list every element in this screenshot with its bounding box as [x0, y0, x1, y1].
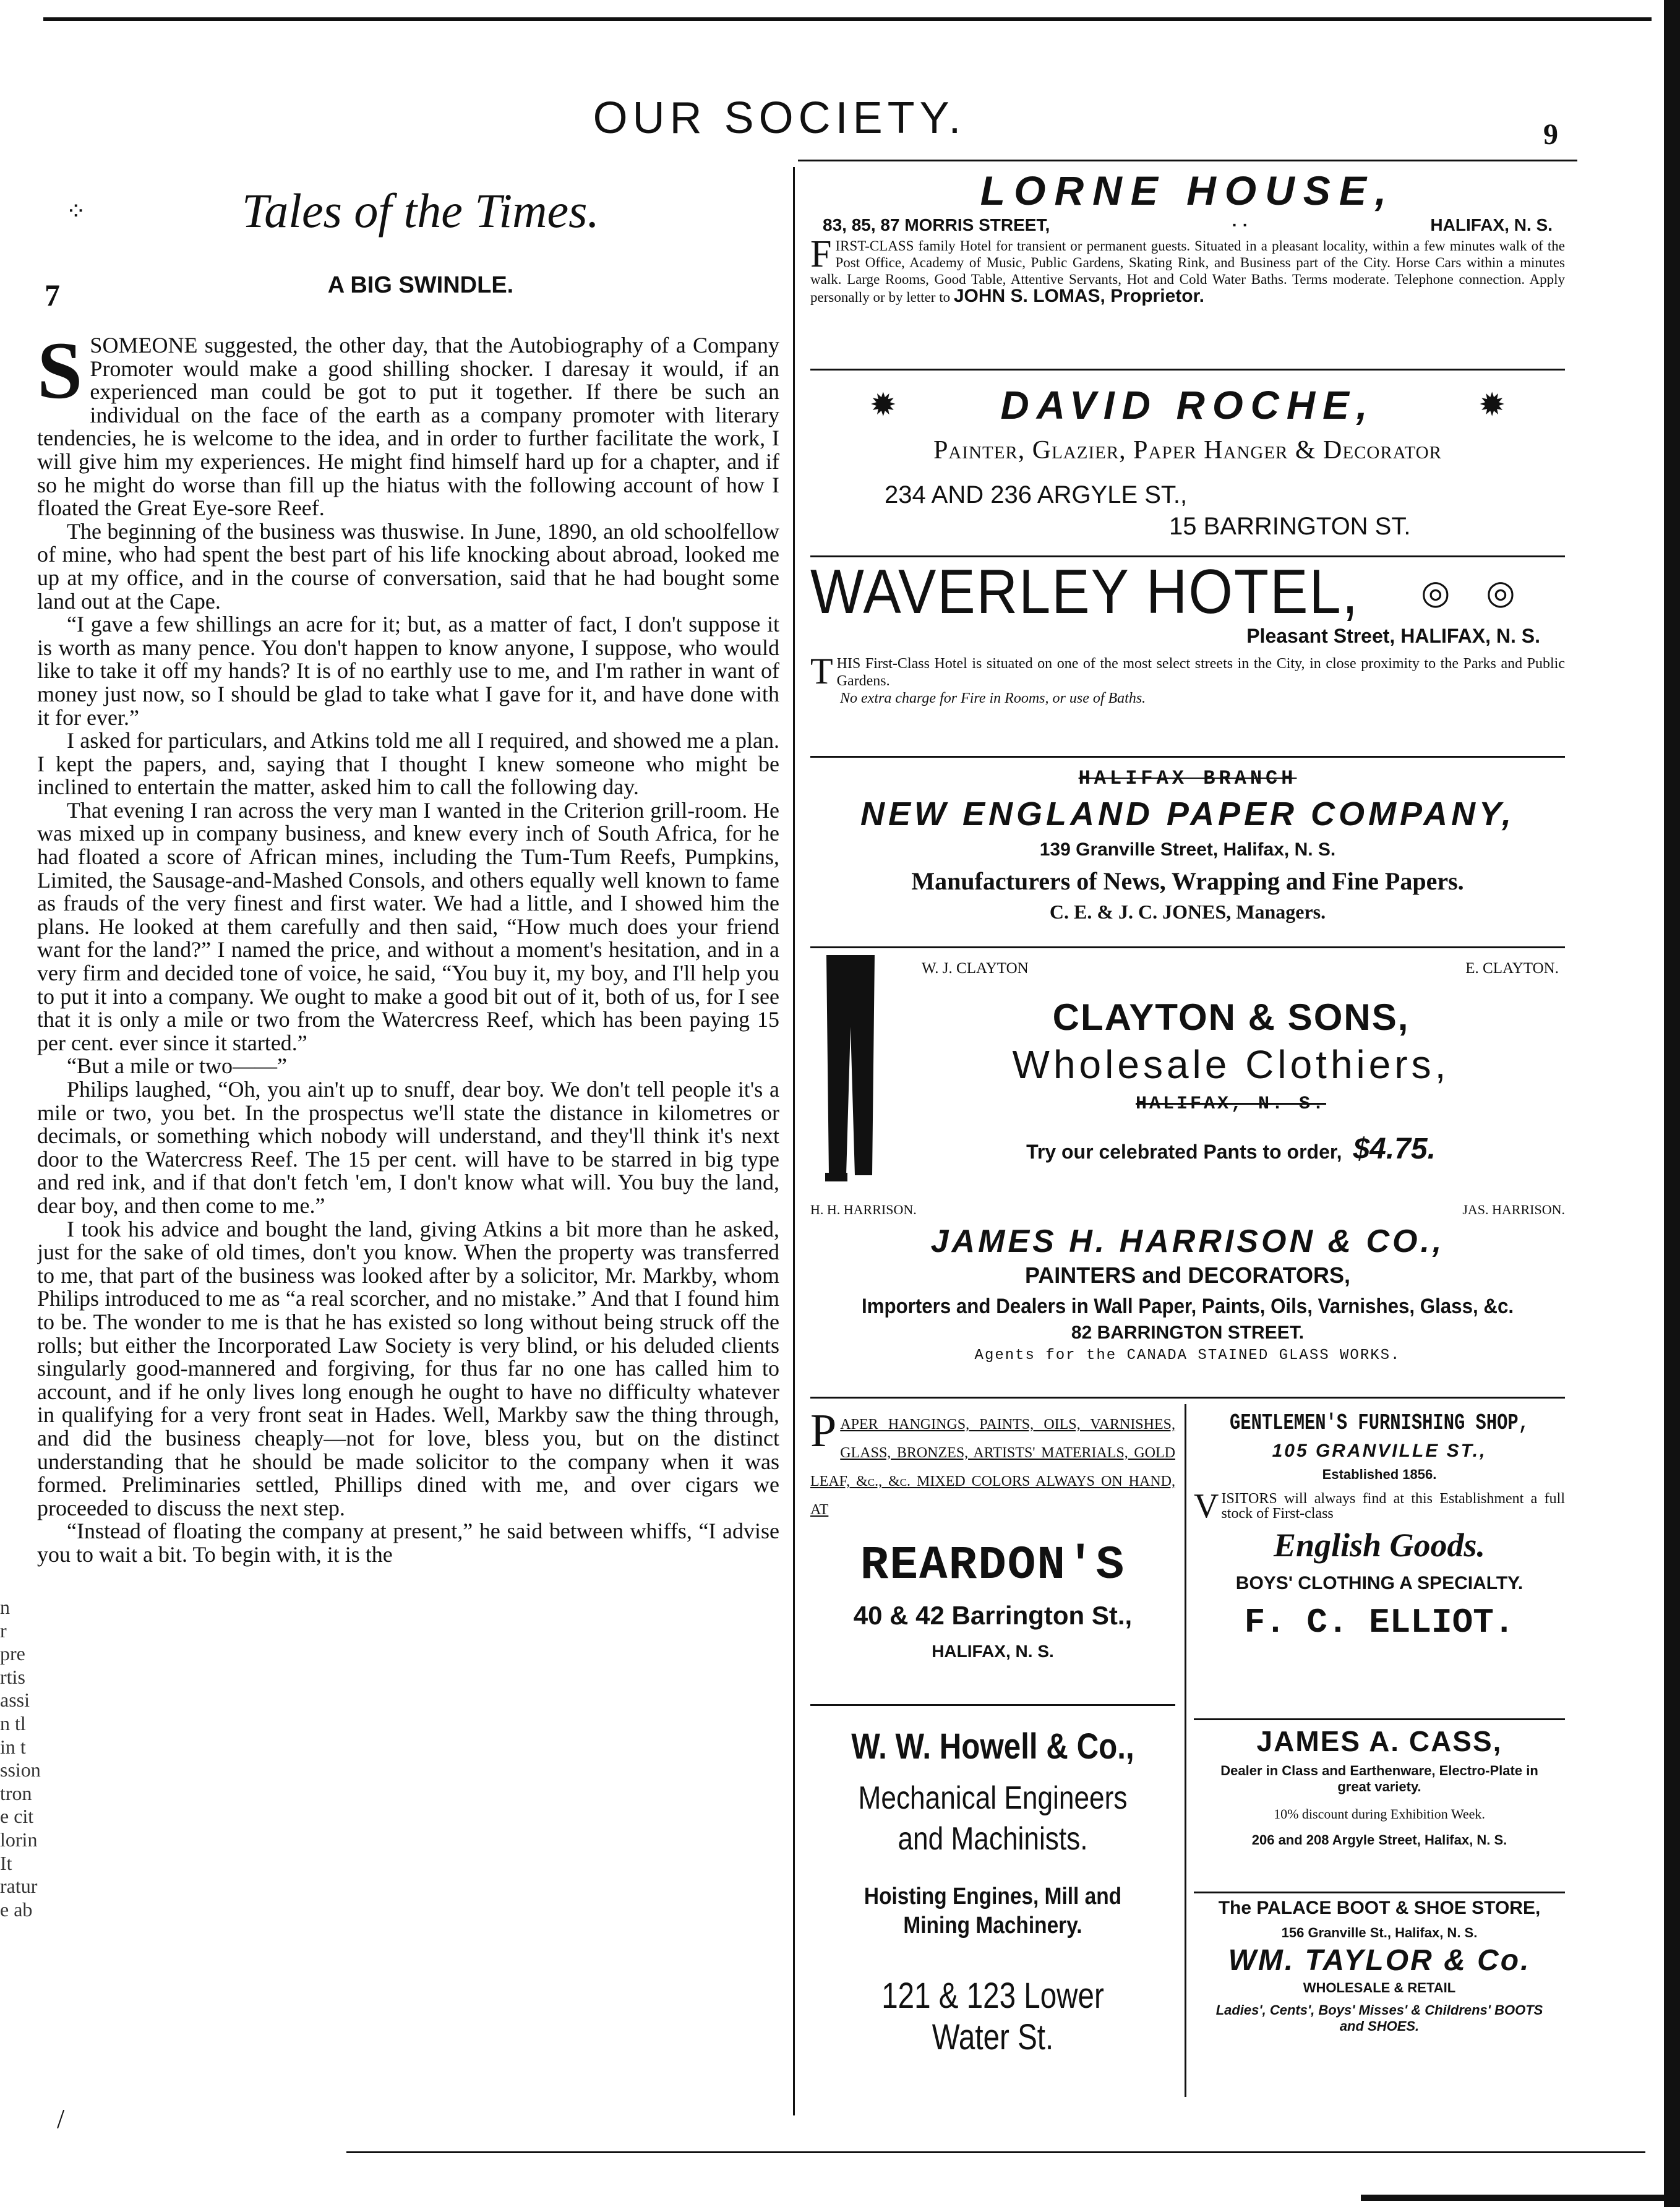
harrison-agents: Agents for the CANADA STAINED GLASS WORKS.	[974, 1347, 1401, 1364]
lorne-dots: · ·	[1232, 215, 1249, 234]
lorne-body	[810, 233, 1565, 306]
ad-reardons	[810, 1405, 1175, 1661]
roche-name: DAVID ROCHE,	[1000, 383, 1375, 427]
margin-fragment: assi	[0, 1689, 30, 1712]
ad-divider	[810, 369, 1565, 371]
margin-fragment: in t	[0, 1735, 26, 1758]
margin-fragment: e cit	[0, 1805, 34, 1828]
roche-heading	[810, 382, 1565, 428]
column-divider	[793, 167, 795, 2115]
lorne-address: 83, 85, 87 MORRIS STREET,	[823, 215, 1050, 234]
sunburst-icon: ✹	[1478, 388, 1506, 423]
lorne-address-line	[810, 215, 1565, 235]
margin-fragment: r	[0, 1619, 7, 1642]
ad-taylor	[1194, 1898, 1565, 2034]
margin-fragment: ratur	[0, 1875, 38, 1898]
taylor-store: The PALACE BOOT & SHOE STORE,	[1218, 1898, 1541, 1918]
sunburst-icon: ✹	[870, 388, 897, 423]
elliot-dropcap: V	[1194, 1487, 1219, 1525]
taylor-goods: Ladies', Cents', Boys' Misses' & Childrens' BOOTS and SHOES.	[1215, 2002, 1543, 2034]
clayton-partner-2: E. CLAYTON.	[1465, 960, 1559, 977]
howell-line-1: Mechanical Engineers	[858, 1780, 1128, 1816]
clayton-city: HALIFAX, N. S.	[1135, 1094, 1327, 1115]
article-paragraph: “Instead of floating the company at present,” he said between whiffs, “I advise you to wait a bit. To begin with, it is the	[37, 1519, 779, 1567]
elliot-visitors: ISITORS will always find at this Establishment a full stock of First-class	[1221, 1491, 1565, 1522]
waverley-body	[810, 651, 1565, 707]
roche-trade: Painter, Glazier, Paper Hanger & Decorator	[933, 436, 1442, 465]
harrison-trade: PAINTERS and DECORATORS,	[1024, 1262, 1351, 1288]
target-icon: ◎	[1486, 574, 1515, 611]
reardon-address: 40 & 42 Barrington St.,	[853, 1601, 1133, 1630]
roche-address-2: 15 BARRINGTON ST.	[1169, 513, 1411, 540]
ad-divider	[1194, 1718, 1565, 1720]
elliot-shop: GENTLEMEN'S FURNISHING SHOP,	[1230, 1410, 1529, 1436]
paper-managers: C. E. & J. C. JONES, Managers.	[1049, 901, 1326, 923]
target-icon: ◎	[1421, 574, 1451, 611]
ad-divider	[810, 1397, 1565, 1399]
page-title: OUR SOCIETY.	[593, 93, 966, 143]
harrison-address: 82 BARRINGTON STREET.	[1071, 1322, 1305, 1343]
bottom-border-rule-2	[1361, 2195, 1664, 2201]
article-paragraph: SOMEONE suggested, the other day, that the Autobiography of a Company Promoter would make a good shilling shocker. I daresay it would, if an experienced man could be got to put it together. If there be such an individual on the face of the earth as a company promoter with literary tendencies, he is welcome to the idea, and in order to further facilitate the work, I will give him my experiences. He might find himself hard up for a chapter, and if so he might do worse than fill up the hiatus with the following account of how I floated the Great Eye-sore Reef.	[37, 334, 779, 521]
howell-line-3: Hoisting Engines, Mill and	[864, 1883, 1122, 1909]
article-paragraph: That evening I ran across the very man I wanted in the Criterion grill-room. He was mixed up in company business, and knew every inch of South Africa, for he had floated a score of African mines, including the Tum-Tum Reefs, Pumpkins, Limited, the Sausage-and-Mashed Consols, and others equally well known to fame as frauds of the very finest and first water. We had a little, and I showed him the plans. He looked at them carefully and then said, “How much does your friend want for the land?” I named the price, and without a moment's hesitation, and in a very firm and decided tone of voice, he said, “You buy it, my boy, and I'll help you to put it into a company. We ought to make a good bit out of it, both of us, for I see that it is only a mile or two from the Watercress Reef, which has been paying 15 per cent. ever since it started.”	[37, 797, 779, 1055]
article-headline: A BIG SWINDLE.	[327, 272, 514, 298]
cass-name: JAMES A. CASS,	[1256, 1725, 1502, 1757]
margin-fragment: tron	[0, 1781, 32, 1804]
margin-fragment: lorin	[0, 1828, 38, 1851]
ad-divider	[1194, 1892, 1565, 1893]
elliot-name: F. C. ELLIOT.	[1244, 1603, 1515, 1642]
waverley-name: WAVERLEY HOTEL,	[810, 557, 1360, 627]
ad-waverley-hotel	[810, 557, 1565, 707]
paper-address: 139 Granville Street, Halifax, N. S.	[1039, 839, 1336, 860]
section-ornament: ⁘	[66, 197, 87, 225]
bottom-margin-mark: /	[57, 2104, 65, 2134]
roche-address-1: 234 AND 236 ARGYLE ST.,	[885, 481, 1188, 508]
taylor-name: WM. TAYLOR & Co.	[1228, 1944, 1531, 1977]
howell-name: W. W. Howell & Co.,	[851, 1726, 1134, 1767]
ad-divider	[810, 756, 1565, 758]
page-number: 9	[1543, 118, 1558, 151]
waverley-dropcap: T	[810, 651, 833, 692]
waverley-street: Pleasant Street, HALIFAX, N. S.	[1246, 625, 1540, 647]
margin-fragment: ssion	[0, 1759, 41, 1781]
waverley-note: No extra charge for Fire in Rooms, or use of Baths.	[840, 690, 1146, 706]
lorne-dropcap: F	[810, 233, 832, 275]
margin-fragment: e ab	[0, 1898, 33, 1921]
lorne-description: IRST-CLASS family Hotel for transient or permanent guests. Situated in a pleasant locality, within a few minutes walk of the Post Office, Academy of Music, Public Gardens, Skating Rink, and Business part of the City. Horse Cars within a minutes walk. Large Rooms, Good Table, Attentive Servants, Hot and Cold Water Baths. Terms moderate. Telephone connection. Apply personally or by letter to	[810, 238, 1565, 305]
howell-line-2: and Machinists.	[898, 1821, 1088, 1857]
cass-address: 206 and 208 Argyle Street, Halifax, N. S.	[1251, 1832, 1507, 1848]
ad-elliot	[1194, 1410, 1565, 1642]
elliot-specialty: BOYS' CLOTHING A SPECIALTY.	[1235, 1573, 1524, 1593]
elliot-goods: English Goods.	[1273, 1527, 1486, 1564]
article-dropcap: S	[37, 334, 83, 416]
clayton-trade: Wholesale Clothiers,	[1012, 1042, 1450, 1087]
howell-line-4: Mining Machinery.	[903, 1913, 1082, 1939]
clayton-name: CLAYTON & SONS,	[1052, 996, 1410, 1038]
ad-lorne-house	[810, 167, 1565, 306]
reardon-goods: APER HANGINGS, PAINTS, OILS, VARNISHES, GLASS, BRONZES, ARTISTS' MATERIALS, GOLD LEAF, &c., &c. MIXED COLORS ALWAYS ON HAND, AT	[810, 1416, 1175, 1518]
paper-products: Manufacturers of News, Wrapping and Fine Papers.	[911, 867, 1464, 895]
margin-fragment: rtis	[0, 1665, 25, 1688]
clayton-offer: Try our celebrated Pants to order,	[1026, 1141, 1342, 1163]
harrison-partner-1: H. H. HARRISON.	[810, 1202, 917, 1217]
waverley-heading	[810, 557, 1565, 627]
reardon-dropcap: P	[810, 1405, 837, 1457]
header-rule	[798, 160, 1577, 161]
margin-fragment: pre	[0, 1642, 25, 1665]
reardon-city: HALIFAX, N. S.	[932, 1642, 1054, 1661]
clayton-offer-line	[897, 1132, 1565, 1166]
article-paragraph: Philips laughed, “Oh, you ain't up to snuff, dear boy. We don't tell people it's a mile or two, you bet. In the prospectus we'll state the distance in kilometres or decimals, or something which nobody will understand, and they'll think it's next door to the Watercress Reef. The 15 per cent. will have to be starred in big type and red ink, and if that don't fetch 'em, I don't know what will. You buy the land, dear boy, and then come to me.”	[37, 1077, 779, 1218]
margin-fragment: n	[0, 1596, 10, 1618]
elliot-visitors-block	[1194, 1487, 1565, 1525]
article-paragraph: I asked for particulars, and Atkins told me all I required, and showed me a plan. I kept the papers, and, saying that I thought I knew someone who might be inclined to entertain the matter, asked him to call the following day.	[37, 728, 779, 800]
ad-cass	[1194, 1725, 1565, 1848]
ad-divider	[810, 1704, 1175, 1706]
waverley-description: HIS First-Class Hotel is situated on one of the most select streets in the City, in close proximity to the Parks and Public Gardens.	[836, 656, 1565, 689]
lorne-proprietor: JOHN S. LOMAS, Proprietor.	[953, 286, 1204, 306]
lorne-name: LORNE HOUSE,	[980, 168, 1395, 213]
cass-dealer: Dealer in Class and Earthenware, Electro-Plate in great variety.	[1220, 1763, 1538, 1794]
harrison-partner-2: JAS. HARRISON.	[1462, 1202, 1565, 1217]
elliot-established: Established 1856.	[1322, 1467, 1437, 1482]
trousers-icon	[823, 953, 878, 1188]
article-paragraph: “But a mile or two——”	[67, 1053, 287, 1079]
elliot-address: 105 GRANVILLE ST.,	[1272, 1441, 1487, 1461]
lorne-city: HALIFAX, N. S.	[1430, 215, 1553, 234]
margin-fragments	[0, 1596, 41, 1921]
reardon-name: REARDON'S	[860, 1539, 1126, 1592]
article-body	[37, 334, 779, 2060]
ad-howell	[810, 1726, 1175, 2058]
clayton-partner-1: W. J. CLAYTON	[922, 960, 1029, 977]
ad-divider	[810, 946, 1565, 948]
cass-discount: 10% discount during Exhibition Week.	[1274, 1806, 1485, 1822]
bottom-border-rule	[346, 2151, 1645, 2153]
margin-mark-t: 7	[45, 278, 60, 312]
article-paragraph: I took his advice and bought the land, giving Atkins a bit more than he asked, just for the sake of old times, don't you know. When the property was transferred to me, that part of the business was looked after by a solicitor, Mr. Markby, whom Philips introduced to me as “a real scorcher, and no mistake.” And that I found him to be. The wonder to me is that he has existed so long without being struck off the rolls; but either the Incorporated Law Society is very blind, or his deluded clients singularly good-mannered and forgiving, for thus far no one has called him to account, and if he only lives long enough he ought to have no difficulty whatever in qualifying for a very front seat in Hades. Well, Markby saw the thing through, and did the business cheaply—not for love, bless you, but on the distinct understanding that he should be made solicitor to the company when it was formed. Preliminaries settled, Phillips dined with me, and over cigars we proceeded to discuss the next step.	[37, 1216, 779, 1520]
ad-harrison	[810, 1200, 1565, 1364]
article-paragraph: The beginning of the business was thuswise. In June, 1890, an old schoolfellow of mine, who had spent the best part of his life knocking about abroad, looked me up at my office, and in the course of conversation, said that he had bought some land out at the Cape.	[37, 518, 779, 614]
taylor-address: 156 Granville St., Halifax, N. S.	[1281, 1925, 1478, 1940]
clayton-price: $4.75.	[1353, 1133, 1436, 1165]
ad-clayton-sons	[810, 953, 1565, 1181]
harrison-goods: Importers and Dealers in Wall Paper, Paints, Oils, Varnishes, Glass, &c.	[861, 1295, 1514, 1318]
paper-branch: HALIFAX BRANCH	[1078, 767, 1297, 790]
reardon-goods-block	[810, 1405, 1175, 1524]
ad-david-roche	[810, 382, 1565, 541]
margin-fragment: It	[0, 1851, 12, 1874]
top-border-rule	[43, 17, 1652, 21]
article-paragraph: “I gave a few shillings an acre for it; but, as a matter of fact, I don't suppose it is worth as many pence. You don't happen to know anyone, I suppose, who would like to take it off my hands? It is of no earthly use to me, and I'm rather in want of money just now, so I should be glad to take what I gave for it, and have done with it for ever.”	[37, 612, 779, 730]
margin-fragment: n tl	[0, 1712, 26, 1734]
harrison-name: JAMES H. HARRISON & CO.,	[930, 1223, 1445, 1259]
sub-column-divider	[1185, 1404, 1186, 2097]
howell-address: 121 & 123 Lower Water St.	[881, 1976, 1104, 2057]
section-title: Tales of the Times.	[242, 184, 599, 238]
taylor-wholesale: WHOLESALE & RETAIL	[1303, 1980, 1456, 1995]
ad-new-england-paper	[810, 767, 1565, 924]
harrison-partners	[810, 1200, 1565, 1219]
clayton-partners	[922, 959, 1559, 978]
right-edge-bar	[1664, 0, 1680, 2207]
paper-name: NEW ENGLAND PAPER COMPANY,	[860, 795, 1515, 833]
